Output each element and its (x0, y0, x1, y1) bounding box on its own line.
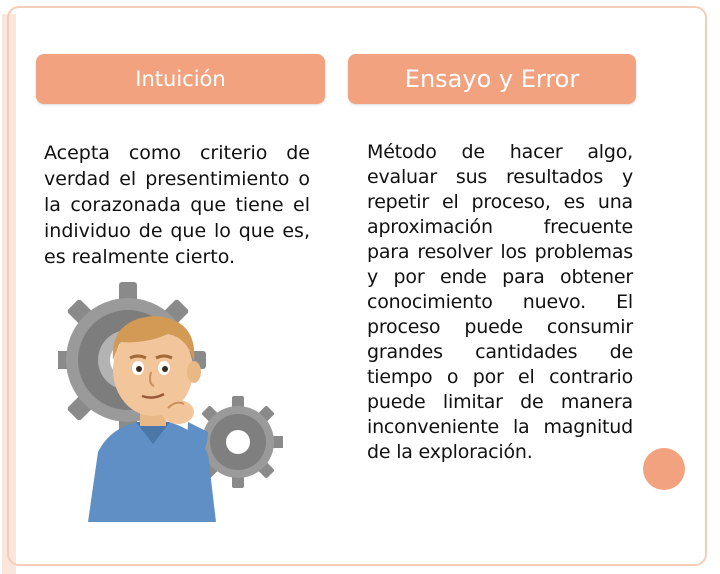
ensayo-error-description: Método de hacer algo, evaluar sus resultados y repetir el proceso, es una aproximación frecuente para resolver los problemas y por ende para obtener conocimiento nuevo. El proceso puede consumir grandes cantidades de tiempo o por el contrario puede limitar de manera inconveniente la magnitud de la exploración. (367, 141, 633, 463)
intuicion-description: Acepta como criterio de verdad el presentimiento o la corazonada que tiene el individuo de que lo que es, es realmente cierto. (44, 142, 310, 268)
decorative-circle (643, 448, 685, 490)
intuicion-header-label: Intuición (135, 67, 226, 91)
intuicion-header (36, 54, 325, 104)
ensayo-error-header (348, 54, 636, 104)
thinking-man-illustration (58, 272, 283, 522)
ensayo-error-header-label: Ensayo y Error (404, 65, 580, 93)
